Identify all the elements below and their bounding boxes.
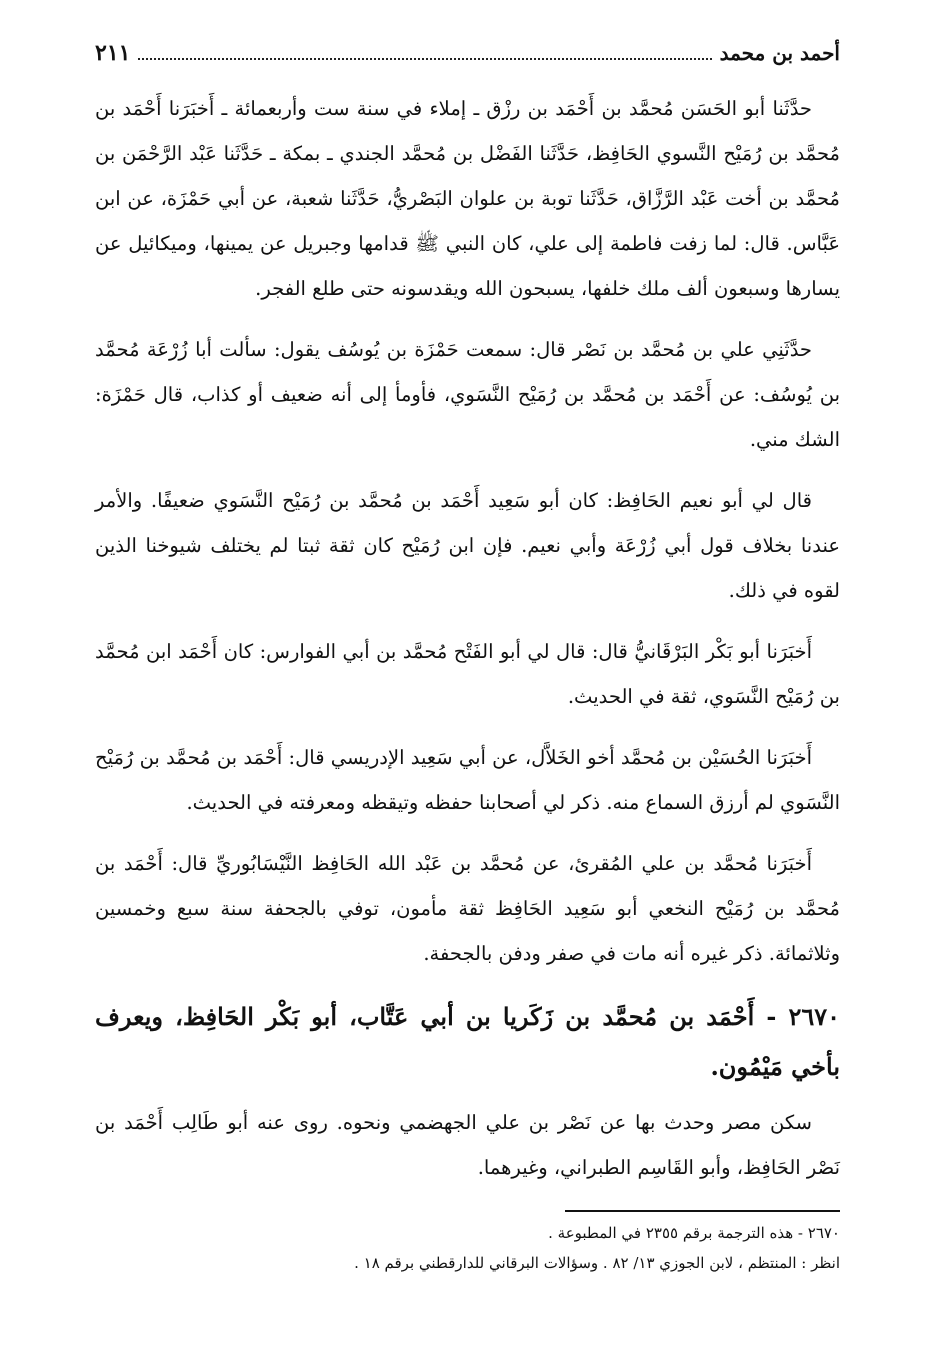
book-page xyxy=(95,40,840,1278)
body-paragraph: أَخبَرَنا مُحمَّد بن علي المُقرئ، عن مُحمَّد بن عَبْد الله الحَافِظ النَّيْسَابُوريِّ قال: أَحْمَد بن مُحمَّد بن رُمَيْح النخعي أبو سَعِيد الحَافِظ ثقة مأمون، توفي بالجحفة سنة سبع وخمسين وثلاثمائة. ذكر غيره أنه مات في صفر ودفن بالجحفة. xyxy=(95,852,840,965)
running-title: أحمد بن محمد xyxy=(719,41,840,65)
entry-heading: ٢٦٧٠ - أَحْمَد بن مُحمَّد بن زَكَريا بن أبي عَتَّاب، أبو بَكْر الحَافِظ، ويعرف بأخي مَيْمُون. xyxy=(95,1002,840,1081)
page-number: ٢١١ xyxy=(95,40,131,66)
header-leader-dots xyxy=(138,44,711,60)
footnote: ٢٦٧٠ - هذه الترجمة برقم ٢٣٥٥ في المطبوعة . xyxy=(548,1224,840,1242)
body-paragraph: حدَّثَنا أبو الحَسَن مُحمَّد بن أَحْمَد بن رزْق ـ إملاء في سنة ست وأربعمائة ـ أَخبَرَنا أَحْمَد بن مُحمَّد بن رُمَيْح النَّسوي الحَافِظ، حَدَّثَنا الفَضْل بن مُحمَّد الجندي ـ بمكة ـ حَدَّثَنا عَبْد الرَّحْمَن بن مُحمَّد بن أخت عَبْد الرَّزَّاق، حَدَّثَنا توبة بن علوان البَصْريُّ، حَدَّثَنا شعبة، عن أبي حَمْزَة، عن ابن عَبَّاس. قال: لما زفت فاطمة إلى علي، كان النبي ﷺ قدامها وجبريل عن يمينها، وميكائيل عن يسارها وسبعون ألف ملك خلفها، يسبحون الله ويقدسونه حتى طلع الفجر. xyxy=(95,97,840,300)
running-header xyxy=(95,40,840,86)
entry-paragraph: سكن مصر وحدث بها عن نَصْر بن علي الجهضمي ونحوه. روى عنه أبو طَالِب أَحْمَد بن نَصْر الحَافِظ، وأبو القَاسِم الطبراني، وغيرهما. xyxy=(95,1111,840,1179)
footnote: انظر : المنتظم ، لابن الجوزي ١٣/ ٨٢ . وسؤالات البرقاني للدارقطني برقم ١٨ . xyxy=(354,1254,840,1272)
body-paragraph: قال لي أبو نعيم الحَافِظ: كان أبو سَعِيد أَحْمَد بن مُحمَّد بن رُمَيْح النَّسَوي ضعيفًا. والأمر عندنا بخلاف قول أبي زُرْعَة وأبي نعيم. فإن ابن رُمَيْح كان ثقة ثبتا لم يختلف شيوخنا الذين لقوه في ذلك. xyxy=(95,489,840,602)
body-paragraph: أَخبَرَنا أبو بَكْر البَرْقَانيُّ قال: قال لي أبو الفَتْح مُحمَّد بن أبي الفوارس: كان أَحْمَد ابن مُحمَّد بن رُمَيْح النَّسَوي، ثقة في الحديث. xyxy=(95,640,840,708)
body-paragraph: حدَّثَنِي علي بن مُحمَّد بن نَصْر قال: سمعت حَمْزَة بن يُوسُف يقول: سألت أبا زُرْعَة مُحمَّد بن يُوسُف: عن أَحْمَد بن مُحمَّد بن رُمَيْح النَّسَوي، فأومأ إلى أنه ضعيف أو كذاب، قال حَمْزَة: الشك مني. xyxy=(95,338,840,451)
footnote-divider xyxy=(565,1210,840,1212)
body-paragraph: أَخبَرَنا الحُسَيْن بن مُحمَّد أخو الخَلاَّل، عن أبي سَعِيد الإدريسي قال: أَحْمَد بن مُحمَّد بن رُمَيْح النَّسَوي لم أرزق السماع منه. ذكر لي أصحابنا حفظه وتيقظه ومعرفته في الحديث. xyxy=(95,746,840,814)
